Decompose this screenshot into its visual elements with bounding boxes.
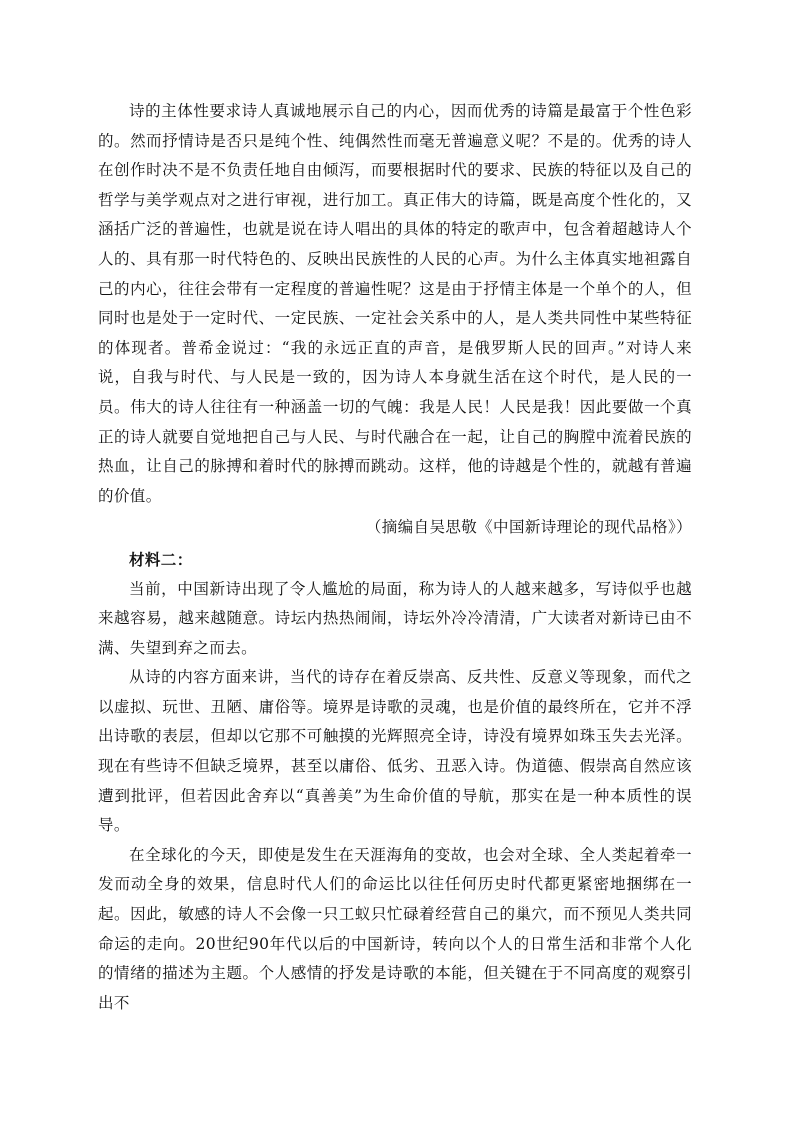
paragraph-globalization: 在全球化的今天，即使是发生在天涯海角的变故，也会对全球、全人类起着牵一发而动全身的效果，信息时代人们的命运比以往任何历史时代都更紧密地捆绑在一起。因此，敏感的诗人不会像一只工蚁只忙碌着经营自己的巢穴，而不预见人类共同命运的走向。20世纪90年代以后的中国新诗，转向以个人的日常生活和非常个人化的情绪的描述为主题。个人感情的抒发是诗歌的本能，但关键在于不同高度的观察引出不 <box>98 845 692 1012</box>
section-heading-material-two: 材料二： <box>129 549 193 569</box>
paragraph-poetic-subjectivity: 诗的主体性要求诗人真诚地展示自己的内心，因而优秀的诗篇是最富于个性色彩的。然而抒情诗是否只是纯个性、纯偶然性而毫无普遍意义呢？不是的。优秀的诗人在创作时决不是不负责任地自由倾泻，而要根据时代的要求、民族的特征以及自己的哲学与美学观点对之进行审视，进行加工。真正伟大的诗篇，既是高度个性化的，又涵括广泛的普遍性，也就是说在诗人唱出的具体的特定的歌声中，包含着超越诗人个人的、具有那一时代特色的、反映出民族性的人民的心声。为什么主体真实地袒露自己的内心，往往会带有一定程度的普遍性呢？这是由于抒情主体是一个单个的人，但同时也是处于一定时代、一定民族、一定社会关系中的人，是人类共同性中某些特征的体现者。普希金说过：“我的永远正直的声音，是俄罗斯人民的回声。”对诗人来说，自我与时代、与人民是一致的，因为诗人本身就生活在这个时代，是人民的一员。伟大的诗人往往有一种涵盖一切的气魄：我是人民！人民是我！因此要做一个真正的诗人就要自觉地把自己与人民、与时代融合在一起，让自己的胸膛中流着民族的热血，让自己的脉搏和着时代的脉搏而跳动。这样，他的诗越是个性的，就越有普遍的价值。 <box>98 102 692 505</box>
paragraph-content-issues: 从诗的内容方面来讲，当代的诗存在着反崇高、反共性、反意义等现象，而代之以虚拟、玩世、丑陋、庸俗等。境界是诗歌的灵魂，也是价值的最终所在，它并不浮出诗歌的表层，但却以它那不可触摸的光辉照亮全诗，诗没有境界如珠玉失去光泽。现在有些诗不但缺乏境界，甚至以庸俗、低劣、丑恶入诗。伪道德、假崇高自然应该遭到批评，但若因此舍弃以“真善美”为生命价值的导航，那实在是一种本质性的误导。 <box>98 668 692 835</box>
source-citation: （摘编自吴思敬《中国新诗理论的现代品格》） <box>365 518 692 537</box>
paragraph-current-situation: 当前，中国新诗出现了令人尴尬的局面，称为诗人的人越来越多，写诗似乎也越来越容易，越来越随意。诗坛内热热闹闹，诗坛外冷冷清清，广大读者对新诗已由不满、失望到弃之而去。 <box>98 579 692 657</box>
